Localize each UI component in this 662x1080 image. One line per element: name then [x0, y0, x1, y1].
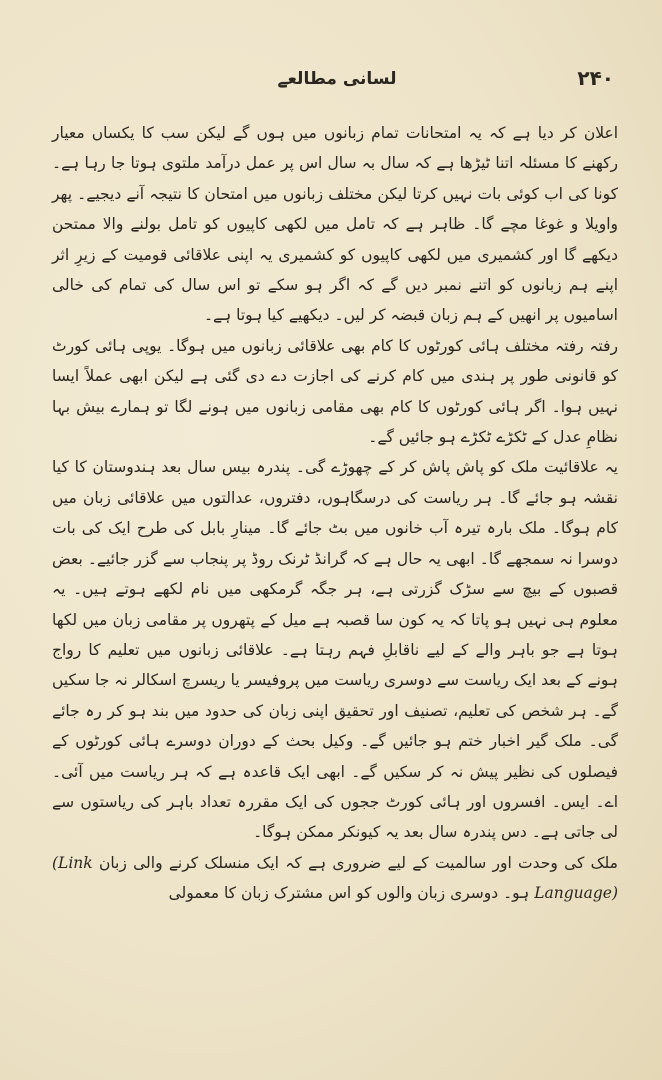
page-header: [60, 66, 614, 96]
paragraph-3: یہ علاقائیت ملک کو پاش پاش کر کے چھوڑے گی۔ پندرہ بیس سال بعد ہندوستان کا کیا نقشہ ہو جائے گا۔ ہر ریاست کی درسگاہوں، دفتروں، عدالتوں میں علاقائی زبان میں کام ہوگا۔ ملک بارہ تیرہ آب خانوں میں بٹ جائے گا۔ مینارِ بابل کی طرح ایک کی بات دوسرا نہ سمجھے گا۔ ابھی یہ حال ہے کہ گرانڈ ٹرنک روڈ پر پنجاب سے گزر جائیے۔ بعض قصبوں کے بیچ سے سڑک گزرتی ہے، ہر جگہ گرمکھی میں نام لکھے ہوتے ہیں۔ یہ معلوم ہی نہیں ہو پاتا کہ یہ کون سا قصبہ ہے میل کے پتھروں پر مقامی زبان میں لکھا ہوتا ہے جو باہر والے کے لیے ناقابلِ فہم رہتا ہے۔ علاقائی زبانوں میں تعلیم کا رواج ہونے کے بعد ایک ریاست سے دوسری ریاست میں پروفیسر یا ریسرچ اسکالر نہ جا سکیں گے۔ ہر شخص کی تعلیم، تصنیف اور تحقیق اپنی زبان کی حدود میں بند ہو کر رہ جائے گی۔ ملک گیر اخبار ختم ہو جائیں گے۔ وکیل بحث کے دوران دوسرے ہائی کورٹوں کے فیصلوں کی نظیر پیش نہ کر سکیں گے۔ ابھی ایک قاعدہ ہے کہ ہر ریاست میں آئی۔ اے۔ ایس۔ افسروں اور ہائی کورٹ ججوں کی ایک مقررہ تعداد باہر کی ریاستوں سے لی جاتی ہے۔ دس پندرہ سال بعد یہ کیونکر ممکن ہوگا۔: [52, 458, 618, 842]
body-text: [52, 118, 618, 909]
page-number: ۲۴۰: [577, 66, 614, 90]
paragraph-2: رفتہ رفتہ مختلف ہائی کورٹوں کا کام بھی علاقائی زبانوں میں ہوگا۔ یوپی ہائی کورٹ کو قانونی طور پر ہندی میں کام کرنے کی اجازت دے دی گئی ہے لیکن ابھی عملاً ایسا نہیں ہوا۔ اگر ہائی کورٹوں کا کام بھی مقامی زبانوں میں ہونے لگا تو ہمارے بیش بہا نظامِ عدل کے ٹکڑے ٹکڑے ہو جائیں گے۔: [52, 336, 618, 447]
paragraph-4-start: ملک کی وحدت اور سالمیت کے لیے ضروری ہے کہ ایک منسلک کرنے والی زبان: [98, 853, 618, 872]
paragraph-4-end: ہو۔ دوسری زبان والوں کو اس مشترک زبان کا معمولی: [168, 884, 530, 903]
running-title: لسانی مطالعے: [277, 69, 397, 89]
paragraph-4: [52, 848, 618, 909]
paragraph-1: اعلان کر دیا ہے کہ یہ امتحانات تمام زبانوں میں ہوں گے لیکن سب کا یکساں معیار رکھنے کا مسئلہ اتنا ٹیڑھا ہے کہ سال بہ سال اس پر عمل درآمد ملتوی ہوتا جا رہا ہے۔ کونا کی اب کوئی بات نہیں کرتا لیکن مختلف زبانوں میں امتحان کا نتیجہ آنے دیجیے۔ پھر واویلا و غوغا مچے گا۔ ظاہر ہے کہ تامل میں لکھی کاپیوں کو تامل بولنے والا ممتحن دیکھے گا اور کشمیری میں لکھی کاپیوں کو کشمیری یہ اپنی علاقائی قومیت کے زیرِ اثر اپنے ہم زبانوں کو اتنے نمبر دیں گے کہ اگر ہو سکے تو اس سال کی تمام کی خالی اسامیوں پر انھیں کے ہم زبان قبضہ کر لیں۔ دیکھیے کیا ہوتا ہے۔: [52, 124, 618, 325]
link-language-term: (Link Language): [52, 853, 618, 903]
